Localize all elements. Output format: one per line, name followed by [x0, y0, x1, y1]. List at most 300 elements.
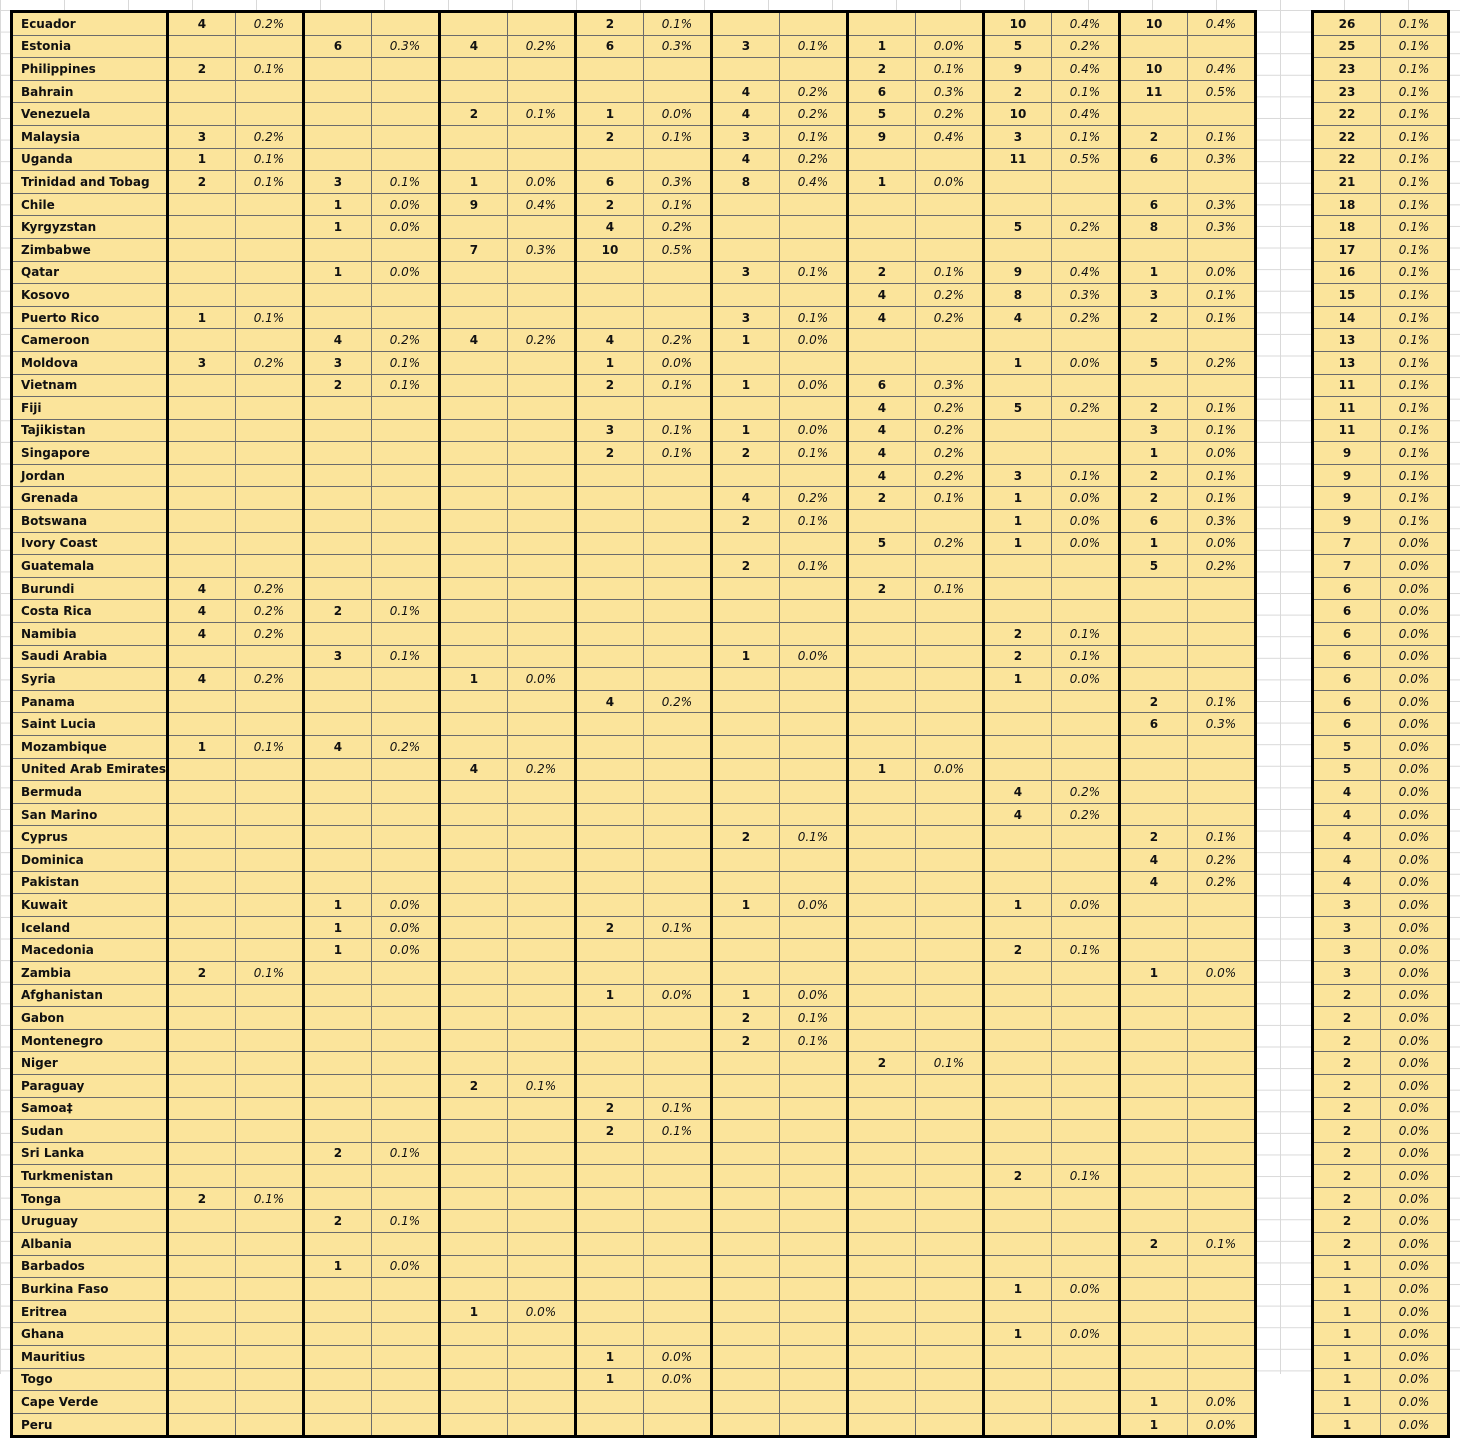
count-cell[interactable]: [847, 623, 915, 646]
percent-cell[interactable]: 0.2%: [1051, 397, 1119, 420]
count-cell[interactable]: [1119, 577, 1187, 600]
count-cell[interactable]: [1119, 1074, 1187, 1097]
percent-cell[interactable]: [507, 1142, 575, 1165]
count-cell[interactable]: [575, 894, 643, 917]
percent-cell[interactable]: [507, 1413, 575, 1437]
total-percent-cell[interactable]: 0.1%: [1381, 35, 1449, 58]
percent-cell[interactable]: 0.2%: [1051, 306, 1119, 329]
percent-cell[interactable]: [1051, 1142, 1119, 1165]
percent-cell[interactable]: [779, 1120, 847, 1143]
count-cell[interactable]: 1: [1119, 1413, 1187, 1437]
count-cell[interactable]: [983, 916, 1051, 939]
count-cell[interactable]: [167, 984, 235, 1007]
count-cell[interactable]: [847, 939, 915, 962]
percent-cell[interactable]: 0.0%: [371, 261, 439, 284]
total-count-cell[interactable]: 7: [1313, 532, 1381, 555]
count-cell[interactable]: [983, 193, 1051, 216]
percent-cell[interactable]: [1051, 1346, 1119, 1369]
percent-cell[interactable]: [371, 623, 439, 646]
count-cell[interactable]: [439, 848, 507, 871]
percent-cell[interactable]: 0.2%: [371, 329, 439, 352]
count-cell[interactable]: 2: [1119, 826, 1187, 849]
country-cell[interactable]: [12, 600, 168, 623]
total-percent-cell[interactable]: 0.0%: [1381, 1052, 1449, 1075]
percent-cell[interactable]: [507, 961, 575, 984]
count-cell[interactable]: [1119, 1052, 1187, 1075]
count-cell[interactable]: [983, 1142, 1051, 1165]
percent-cell[interactable]: 0.0%: [1187, 442, 1255, 465]
total-percent-cell[interactable]: 0.0%: [1381, 1233, 1449, 1256]
percent-cell[interactable]: 0.2%: [1051, 35, 1119, 58]
percent-cell[interactable]: [915, 148, 983, 171]
count-cell[interactable]: [167, 1323, 235, 1346]
count-cell[interactable]: 2: [575, 1097, 643, 1120]
count-cell[interactable]: [439, 623, 507, 646]
percent-cell[interactable]: [371, 1391, 439, 1414]
percent-cell[interactable]: 0.1%: [1051, 125, 1119, 148]
total-percent-cell[interactable]: 0.1%: [1381, 238, 1449, 261]
count-cell[interactable]: 4: [439, 758, 507, 781]
count-cell[interactable]: [439, 1210, 507, 1233]
total-count-cell[interactable]: 4: [1313, 848, 1381, 871]
percent-cell[interactable]: [643, 713, 711, 736]
percent-cell[interactable]: 0.1%: [779, 442, 847, 465]
percent-cell[interactable]: 0.1%: [1187, 306, 1255, 329]
percent-cell[interactable]: [915, 916, 983, 939]
count-cell[interactable]: [439, 577, 507, 600]
count-cell[interactable]: [847, 645, 915, 668]
count-cell[interactable]: [711, 238, 779, 261]
total-count-cell[interactable]: 11: [1313, 374, 1381, 397]
percent-cell[interactable]: [643, 848, 711, 871]
count-cell[interactable]: [575, 1323, 643, 1346]
count-cell[interactable]: [1119, 1142, 1187, 1165]
count-cell[interactable]: [983, 1007, 1051, 1030]
count-cell[interactable]: [439, 713, 507, 736]
count-cell[interactable]: [711, 1142, 779, 1165]
count-cell[interactable]: [711, 532, 779, 555]
percent-cell[interactable]: [507, 261, 575, 284]
percent-cell[interactable]: [1051, 1300, 1119, 1323]
percent-cell[interactable]: [643, 397, 711, 420]
percent-cell[interactable]: [1187, 374, 1255, 397]
percent-cell[interactable]: [779, 1210, 847, 1233]
percent-cell[interactable]: [1187, 1074, 1255, 1097]
count-cell[interactable]: [167, 1346, 235, 1369]
count-cell[interactable]: 4: [167, 577, 235, 600]
percent-cell[interactable]: [779, 464, 847, 487]
percent-cell[interactable]: [915, 1165, 983, 1188]
count-cell[interactable]: 1: [983, 351, 1051, 374]
total-count-cell[interactable]: 21: [1313, 171, 1381, 194]
total-count-cell[interactable]: 4: [1313, 803, 1381, 826]
percent-cell[interactable]: [1187, 758, 1255, 781]
total-percent-cell[interactable]: 0.1%: [1381, 487, 1449, 510]
count-cell[interactable]: 2: [711, 1007, 779, 1030]
count-cell[interactable]: [303, 103, 371, 126]
percent-cell[interactable]: [371, 871, 439, 894]
country-cell[interactable]: [12, 510, 168, 533]
percent-cell[interactable]: [235, 871, 303, 894]
count-cell[interactable]: [439, 1278, 507, 1301]
total-count-cell[interactable]: 25: [1313, 35, 1381, 58]
count-cell[interactable]: 10: [575, 238, 643, 261]
count-cell[interactable]: [847, 1368, 915, 1391]
count-cell[interactable]: [439, 351, 507, 374]
count-cell[interactable]: [711, 758, 779, 781]
count-cell[interactable]: 1: [847, 758, 915, 781]
percent-cell[interactable]: 0.1%: [1187, 826, 1255, 849]
percent-cell[interactable]: [507, 1323, 575, 1346]
percent-cell[interactable]: 0.1%: [1187, 487, 1255, 510]
count-cell[interactable]: 10: [983, 103, 1051, 126]
country-cell[interactable]: [12, 1120, 168, 1143]
percent-cell[interactable]: [371, 487, 439, 510]
count-cell[interactable]: [439, 1097, 507, 1120]
count-cell[interactable]: [439, 1165, 507, 1188]
percent-cell[interactable]: [1187, 1052, 1255, 1075]
count-cell[interactable]: [711, 1097, 779, 1120]
count-cell[interactable]: [575, 961, 643, 984]
percent-cell[interactable]: [643, 1165, 711, 1188]
percent-cell[interactable]: 0.1%: [643, 374, 711, 397]
count-cell[interactable]: 1: [439, 1300, 507, 1323]
total-count-cell[interactable]: 17: [1313, 238, 1381, 261]
percent-cell[interactable]: [507, 1052, 575, 1075]
percent-cell[interactable]: [507, 690, 575, 713]
count-cell[interactable]: 2: [167, 58, 235, 81]
percent-cell[interactable]: [1051, 736, 1119, 759]
total-percent-cell[interactable]: 0.0%: [1381, 758, 1449, 781]
count-cell[interactable]: [711, 1255, 779, 1278]
percent-cell[interactable]: 0.2%: [1051, 781, 1119, 804]
percent-cell[interactable]: [507, 916, 575, 939]
count-cell[interactable]: [711, 1413, 779, 1437]
percent-cell[interactable]: [915, 623, 983, 646]
count-cell[interactable]: 4: [167, 668, 235, 691]
count-cell[interactable]: [983, 736, 1051, 759]
percent-cell[interactable]: [1187, 1346, 1255, 1369]
count-cell[interactable]: [439, 1233, 507, 1256]
total-percent-cell[interactable]: 0.1%: [1381, 464, 1449, 487]
percent-cell[interactable]: 0.1%: [235, 171, 303, 194]
count-cell[interactable]: [983, 374, 1051, 397]
count-cell[interactable]: [983, 1029, 1051, 1052]
count-cell[interactable]: [167, 871, 235, 894]
percent-cell[interactable]: 0.1%: [643, 1097, 711, 1120]
count-cell[interactable]: 4: [439, 35, 507, 58]
count-cell[interactable]: 1: [439, 171, 507, 194]
percent-cell[interactable]: [779, 577, 847, 600]
count-cell[interactable]: [167, 1120, 235, 1143]
percent-cell[interactable]: 0.0%: [371, 216, 439, 239]
count-cell[interactable]: [847, 1391, 915, 1414]
count-cell[interactable]: 6: [575, 171, 643, 194]
count-cell[interactable]: [1119, 1278, 1187, 1301]
percent-cell[interactable]: [779, 781, 847, 804]
percent-cell[interactable]: [779, 1346, 847, 1369]
percent-cell[interactable]: 0.0%: [507, 1300, 575, 1323]
count-cell[interactable]: 1: [983, 1323, 1051, 1346]
percent-cell[interactable]: [915, 1097, 983, 1120]
percent-cell[interactable]: [507, 419, 575, 442]
count-cell[interactable]: 2: [983, 1165, 1051, 1188]
count-cell[interactable]: 4: [847, 284, 915, 307]
count-cell[interactable]: 7: [439, 238, 507, 261]
percent-cell[interactable]: [235, 103, 303, 126]
percent-cell[interactable]: [235, 1052, 303, 1075]
total-percent-cell[interactable]: 0.1%: [1381, 351, 1449, 374]
percent-cell[interactable]: [507, 1255, 575, 1278]
percent-cell[interactable]: [915, 600, 983, 623]
percent-cell[interactable]: [643, 600, 711, 623]
count-cell[interactable]: [167, 80, 235, 103]
percent-cell[interactable]: [371, 306, 439, 329]
count-cell[interactable]: [1119, 758, 1187, 781]
percent-cell[interactable]: 0.2%: [1051, 803, 1119, 826]
percent-cell[interactable]: 0.2%: [915, 397, 983, 420]
count-cell[interactable]: [575, 600, 643, 623]
percent-cell[interactable]: [235, 397, 303, 420]
percent-cell[interactable]: [643, 1052, 711, 1075]
count-cell[interactable]: [983, 1368, 1051, 1391]
total-count-cell[interactable]: 3: [1313, 916, 1381, 939]
count-cell[interactable]: [575, 1210, 643, 1233]
count-cell[interactable]: [167, 1074, 235, 1097]
count-cell[interactable]: [1119, 984, 1187, 1007]
total-percent-cell[interactable]: 0.0%: [1381, 577, 1449, 600]
count-cell[interactable]: [983, 961, 1051, 984]
percent-cell[interactable]: [235, 374, 303, 397]
percent-cell[interactable]: [507, 1029, 575, 1052]
percent-cell[interactable]: [1051, 1391, 1119, 1414]
percent-cell[interactable]: [235, 1368, 303, 1391]
percent-cell[interactable]: 0.0%: [643, 1346, 711, 1369]
count-cell[interactable]: 6: [1119, 510, 1187, 533]
total-percent-cell[interactable]: 0.1%: [1381, 329, 1449, 352]
count-cell[interactable]: [575, 1142, 643, 1165]
count-cell[interactable]: 2: [847, 487, 915, 510]
total-percent-cell[interactable]: 0.0%: [1381, 826, 1449, 849]
count-cell[interactable]: [847, 736, 915, 759]
total-percent-cell[interactable]: 0.1%: [1381, 171, 1449, 194]
count-cell[interactable]: [847, 600, 915, 623]
count-cell[interactable]: [847, 961, 915, 984]
count-cell[interactable]: 6: [575, 35, 643, 58]
count-cell[interactable]: [575, 261, 643, 284]
percent-cell[interactable]: 0.1%: [643, 12, 711, 36]
percent-cell[interactable]: [235, 1391, 303, 1414]
percent-cell[interactable]: [1187, 171, 1255, 194]
count-cell[interactable]: [439, 216, 507, 239]
percent-cell[interactable]: 0.3%: [1187, 510, 1255, 533]
percent-cell[interactable]: [371, 690, 439, 713]
percent-cell[interactable]: [915, 894, 983, 917]
percent-cell[interactable]: [235, 1278, 303, 1301]
percent-cell[interactable]: 0.2%: [915, 284, 983, 307]
count-cell[interactable]: [1119, 623, 1187, 646]
percent-cell[interactable]: [1051, 1074, 1119, 1097]
percent-cell[interactable]: [915, 871, 983, 894]
percent-cell[interactable]: 0.4%: [1051, 103, 1119, 126]
count-cell[interactable]: 1: [167, 736, 235, 759]
count-cell[interactable]: 4: [847, 442, 915, 465]
count-cell[interactable]: [575, 510, 643, 533]
count-cell[interactable]: 3: [303, 351, 371, 374]
percent-cell[interactable]: 0.1%: [235, 736, 303, 759]
count-cell[interactable]: 1: [983, 668, 1051, 691]
count-cell[interactable]: [847, 1187, 915, 1210]
total-count-cell[interactable]: 11: [1313, 397, 1381, 420]
percent-cell[interactable]: [643, 1074, 711, 1097]
count-cell[interactable]: [1119, 736, 1187, 759]
percent-cell[interactable]: [915, 1323, 983, 1346]
count-cell[interactable]: [575, 1165, 643, 1188]
count-cell[interactable]: [167, 916, 235, 939]
count-cell[interactable]: [1119, 329, 1187, 352]
percent-cell[interactable]: [1051, 1413, 1119, 1437]
count-cell[interactable]: [711, 871, 779, 894]
total-count-cell[interactable]: 23: [1313, 58, 1381, 81]
count-cell[interactable]: [439, 510, 507, 533]
percent-cell[interactable]: [1051, 171, 1119, 194]
percent-cell[interactable]: 0.0%: [643, 984, 711, 1007]
total-count-cell[interactable]: 6: [1313, 690, 1381, 713]
percent-cell[interactable]: 0.1%: [371, 374, 439, 397]
count-cell[interactable]: [575, 645, 643, 668]
percent-cell[interactable]: 0.4%: [1051, 261, 1119, 284]
total-count-cell[interactable]: 4: [1313, 826, 1381, 849]
percent-cell[interactable]: [915, 781, 983, 804]
country-cell[interactable]: [12, 939, 168, 962]
count-cell[interactable]: [439, 1413, 507, 1437]
count-cell[interactable]: 6: [1119, 193, 1187, 216]
percent-cell[interactable]: [1187, 1007, 1255, 1030]
count-cell[interactable]: 2: [847, 577, 915, 600]
count-cell[interactable]: [303, 1323, 371, 1346]
percent-cell[interactable]: 0.1%: [507, 1074, 575, 1097]
country-cell[interactable]: [12, 397, 168, 420]
count-cell[interactable]: [575, 623, 643, 646]
count-cell[interactable]: 3: [167, 125, 235, 148]
percent-cell[interactable]: [235, 532, 303, 555]
count-cell[interactable]: [167, 826, 235, 849]
total-percent-cell[interactable]: 0.0%: [1381, 713, 1449, 736]
count-cell[interactable]: [983, 1187, 1051, 1210]
count-cell[interactable]: [711, 781, 779, 804]
count-cell[interactable]: [303, 442, 371, 465]
count-cell[interactable]: [711, 284, 779, 307]
count-cell[interactable]: 1: [303, 1255, 371, 1278]
percent-cell[interactable]: [643, 1278, 711, 1301]
percent-cell[interactable]: [643, 871, 711, 894]
percent-cell[interactable]: 0.2%: [235, 351, 303, 374]
percent-cell[interactable]: 0.1%: [235, 58, 303, 81]
count-cell[interactable]: [303, 487, 371, 510]
percent-cell[interactable]: [643, 306, 711, 329]
percent-cell[interactable]: [643, 1300, 711, 1323]
count-cell[interactable]: [575, 555, 643, 578]
percent-cell[interactable]: [1187, 1368, 1255, 1391]
percent-cell[interactable]: [507, 510, 575, 533]
country-cell[interactable]: [12, 1052, 168, 1075]
percent-cell[interactable]: [1051, 329, 1119, 352]
count-cell[interactable]: [439, 532, 507, 555]
count-cell[interactable]: [1119, 1368, 1187, 1391]
percent-cell[interactable]: [507, 284, 575, 307]
count-cell[interactable]: [983, 1413, 1051, 1437]
count-cell[interactable]: 3: [711, 306, 779, 329]
count-cell[interactable]: [575, 284, 643, 307]
percent-cell[interactable]: [235, 1413, 303, 1437]
total-percent-cell[interactable]: 0.1%: [1381, 261, 1449, 284]
percent-cell[interactable]: [235, 984, 303, 1007]
count-cell[interactable]: [847, 781, 915, 804]
country-cell[interactable]: [12, 826, 168, 849]
percent-cell[interactable]: 0.4%: [1051, 12, 1119, 36]
country-cell[interactable]: [12, 103, 168, 126]
count-cell[interactable]: [1119, 1323, 1187, 1346]
percent-cell[interactable]: [371, 1074, 439, 1097]
total-count-cell[interactable]: 2: [1313, 1210, 1381, 1233]
count-cell[interactable]: [303, 58, 371, 81]
total-percent-cell[interactable]: 0.1%: [1381, 397, 1449, 420]
percent-cell[interactable]: [1051, 826, 1119, 849]
percent-cell[interactable]: [507, 442, 575, 465]
percent-cell[interactable]: [915, 1346, 983, 1369]
total-count-cell[interactable]: 1: [1313, 1368, 1381, 1391]
percent-cell[interactable]: 0.2%: [235, 600, 303, 623]
percent-cell[interactable]: [915, 736, 983, 759]
count-cell[interactable]: [303, 419, 371, 442]
country-cell[interactable]: [12, 984, 168, 1007]
count-cell[interactable]: [1119, 803, 1187, 826]
total-count-cell[interactable]: 2: [1313, 1165, 1381, 1188]
percent-cell[interactable]: 0.2%: [779, 148, 847, 171]
total-percent-cell[interactable]: 0.0%: [1381, 1346, 1449, 1369]
percent-cell[interactable]: [643, 464, 711, 487]
count-cell[interactable]: [303, 871, 371, 894]
count-cell[interactable]: 4: [711, 103, 779, 126]
count-cell[interactable]: [1119, 1210, 1187, 1233]
percent-cell[interactable]: [235, 848, 303, 871]
count-cell[interactable]: [847, 1007, 915, 1030]
percent-cell[interactable]: [915, 238, 983, 261]
count-cell[interactable]: [711, 600, 779, 623]
count-cell[interactable]: 2: [711, 510, 779, 533]
total-percent-cell[interactable]: 0.0%: [1381, 555, 1449, 578]
count-cell[interactable]: 4: [303, 736, 371, 759]
percent-cell[interactable]: [1051, 555, 1119, 578]
count-cell[interactable]: [167, 510, 235, 533]
count-cell[interactable]: [711, 12, 779, 36]
count-cell[interactable]: 1: [575, 1346, 643, 1369]
count-cell[interactable]: 2: [575, 916, 643, 939]
count-cell[interactable]: [575, 1255, 643, 1278]
count-cell[interactable]: [439, 148, 507, 171]
percent-cell[interactable]: 0.4%: [915, 125, 983, 148]
percent-cell[interactable]: 0.0%: [779, 984, 847, 1007]
percent-cell[interactable]: [371, 555, 439, 578]
count-cell[interactable]: [847, 1097, 915, 1120]
count-cell[interactable]: 2: [1119, 487, 1187, 510]
percent-cell[interactable]: [235, 238, 303, 261]
percent-cell[interactable]: 0.2%: [915, 464, 983, 487]
count-cell[interactable]: [439, 125, 507, 148]
count-cell[interactable]: [711, 1300, 779, 1323]
count-cell[interactable]: [1119, 1300, 1187, 1323]
count-cell[interactable]: 6: [847, 374, 915, 397]
